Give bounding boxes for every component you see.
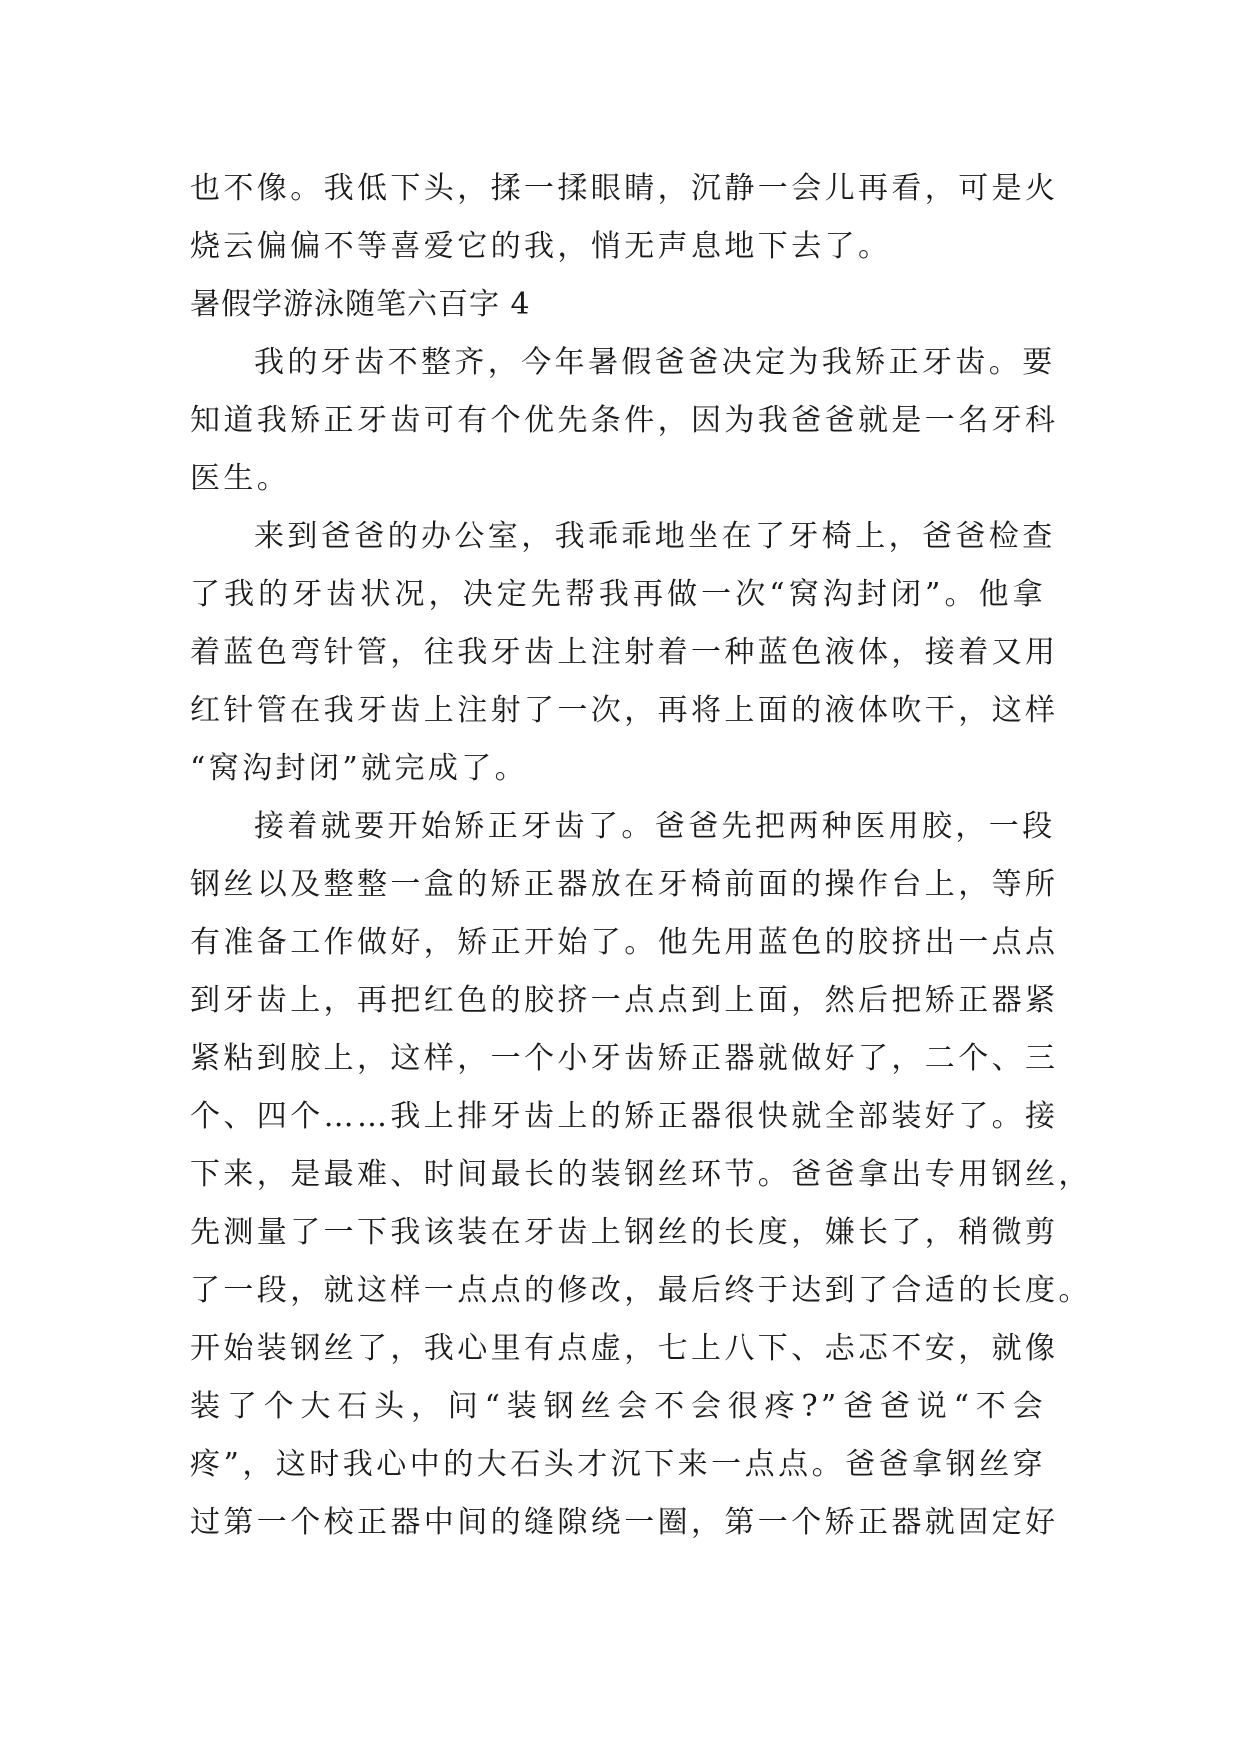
text-line: 红针管在我牙齿上注射了一次，再将上面的液体吹干，这样 [190, 693, 1059, 728]
text-line: 也不像。我低下头，揉一揉眼睛，沉静一会儿再看，可是火 [190, 171, 1059, 206]
document-body [190, 160, 1092, 1552]
text-line: 我的牙齿不整齐，今年暑假爸爸决定为我矫正牙齿。要 [254, 345, 1056, 380]
text-line: 紧粘到胶上，这样，一个小牙齿矫正器就做好了，二个、三 [190, 1041, 1059, 1076]
section-heading: 暑假学游泳随笔六百字 4 [190, 287, 531, 322]
text-line: 来到爸爸的办公室，我乖乖地坐在了牙椅上，爸爸检查 [254, 519, 1056, 554]
text-line: 有准备工作做好，矫正开始了。他先用蓝色的胶挤出一点点 [190, 925, 1059, 960]
text-line: 到牙齿上，再把红色的胶挤一点点到上面，然后把矫正器紧 [190, 983, 1059, 1018]
text-line: 接着就要开始矫正牙齿了。爸爸先把两种医用胶，一段 [254, 809, 1056, 844]
text-line: 医生。 [190, 461, 291, 496]
text-line: 开始装钢丝了，我心里有点虚，七上八下、忐忑不安，就像 [190, 1331, 1059, 1366]
text-line: 过第一个校正器中间的缝隙绕一圈，第一个矫正器就固定好 [190, 1505, 1059, 1540]
text-line: 着蓝色弯针管，往我牙齿上注射着一种蓝色液体，接着又用 [190, 635, 1059, 670]
text-line: “窝沟封闭”就完成了。 [190, 751, 529, 786]
text-line: 知道我矫正牙齿可有个优先条件，因为我爸爸就是一名牙科 [190, 403, 1059, 438]
text-line: 钢丝以及整整一盒的矫正器放在牙椅前面的操作台上，等所 [190, 867, 1059, 902]
text-line: 先测量了一下我该装在牙齿上钢丝的长度，嫌长了，稍微剪 [190, 1215, 1059, 1250]
text-line: 个、四个……我上排牙齿上的矫正器很快就全部装好了。接 [190, 1099, 1059, 1134]
text-line: 了一段，就这样一点点的修改，最后终于达到了合适的长度。 [190, 1273, 1092, 1308]
text-line: 疼”，这时我心中的大石头才沉下来一点点。爸爸拿钢丝穿 [190, 1447, 1046, 1482]
text-line: 烧云偏偏不等喜爱它的我，悄无声息地下去了。 [190, 229, 892, 264]
text-line: 了我的牙齿状况，决定先帮我再做一次“窝沟封闭”。他拿 [190, 577, 1046, 612]
text-line: 下来，是最难、时间最长的装钢丝环节。爸爸拿出专用钢丝， [190, 1157, 1092, 1192]
text-line: 装了个大石头，问“装钢丝会不会很疼?”爸爸说“不会 [190, 1389, 1046, 1424]
